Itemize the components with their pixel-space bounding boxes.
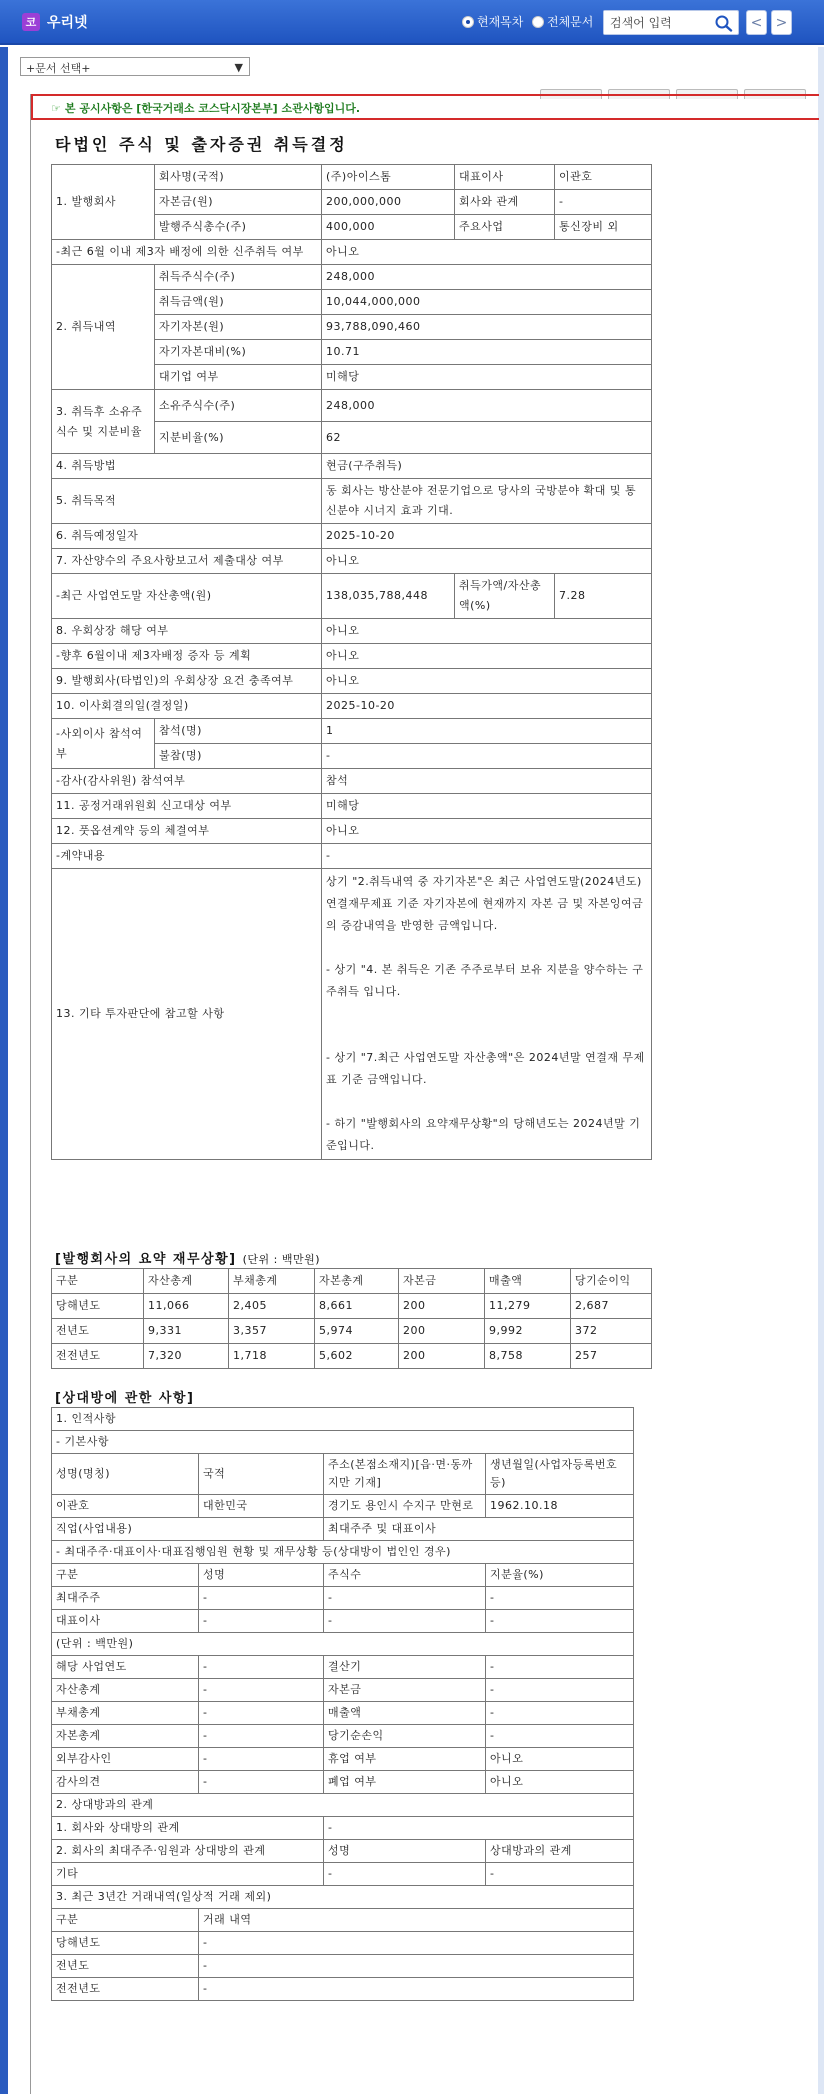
table-row (52, 794, 652, 819)
cell-value: 이관호 (555, 165, 652, 190)
table-cell: 200 (399, 1319, 485, 1344)
table-cell: 2,687 (571, 1294, 652, 1319)
table-row (52, 1702, 634, 1725)
cell-value: 최대주주 및 대표이사 (324, 1518, 634, 1541)
table-cell: 200 (399, 1344, 485, 1369)
column-header: 자본금 (399, 1269, 485, 1294)
row-label: 대표이사 (52, 1610, 199, 1633)
notice-banner (31, 94, 819, 120)
column-header: 거래 내역 (199, 1909, 634, 1932)
table-cell: 이관호 (52, 1495, 199, 1518)
cell-value: 아니오 (322, 669, 652, 694)
row-label: 전년도 (52, 1319, 144, 1344)
cell-value: - (555, 190, 652, 215)
column-header: 자본총계 (315, 1269, 399, 1294)
other-note: 상기 "2.취득내역 중 자기자본"은 최근 사업연도말(2024년도)연결재무제표 기준 자기자본에 현재까지 자본 금 및 자본잉여금의 증감내역을 반영한 금액입니다. (326, 875, 644, 932)
table-cell: - (324, 1587, 486, 1610)
subsection-title: 3. 최근 3년간 거래내역(일상적 거래 제외) (52, 1886, 634, 1909)
table-cell: 257 (571, 1344, 652, 1369)
table-cell: 7,320 (144, 1344, 229, 1369)
table-cell: 5,602 (315, 1344, 399, 1369)
scope-all-label: 전체문서 (547, 15, 594, 29)
page-title: 타법인 주식 및 출자증권 취득결정 (55, 135, 348, 154)
cell-label: -향후 6월이내 제3자배정 증자 등 계획 (52, 644, 322, 669)
cell-label: 참석(명) (155, 719, 322, 744)
table-cell: - (199, 1932, 634, 1955)
table-header-row (52, 1909, 634, 1932)
table-row (52, 1344, 652, 1369)
cell-value: - (486, 1725, 634, 1748)
scope-current-radio[interactable] (462, 13, 523, 30)
cell-value: 2025-10-20 (322, 694, 652, 719)
table-cell: 1,718 (229, 1344, 315, 1369)
issuer-label: 1. 발행회사 (52, 165, 155, 240)
table-row (52, 574, 652, 619)
table-row (52, 619, 652, 644)
post-acquisition-label: 3. 취득후 소유주식수 및 지분비율 (52, 390, 155, 454)
column-header: 국적 (199, 1454, 324, 1495)
right-frame (818, 47, 824, 2094)
table-cell: - (199, 1955, 634, 1978)
table-row (52, 694, 652, 719)
cell-value: 138,035,788,448 (322, 574, 455, 619)
cell-value: - (486, 1702, 634, 1725)
column-header: 성명 (324, 1840, 486, 1863)
cell-value: 통신장비 외 (555, 215, 652, 240)
cell-value: 아니오 (322, 549, 652, 574)
table-cell: 대한민국 (199, 1495, 324, 1518)
cell-label: 4. 취득방법 (52, 454, 322, 479)
table-cell: 9,992 (485, 1319, 571, 1344)
table-row (52, 1794, 634, 1817)
table-row (52, 669, 652, 694)
column-header: 자산총계 (144, 1269, 229, 1294)
cell-value: - (199, 1679, 324, 1702)
column-header: 지분율(%) (486, 1564, 634, 1587)
table-row (52, 819, 652, 844)
row-label: 전전년도 (52, 1978, 199, 2001)
cell-value: 미해당 (322, 365, 652, 390)
cell-label: 발행주식총수(주) (155, 215, 322, 240)
table-row (52, 1587, 634, 1610)
cell-label: 자산총계 (52, 1679, 199, 1702)
cell-value: 아니오 (486, 1748, 634, 1771)
scope-all-radio[interactable] (532, 13, 593, 30)
cell-label: 13. 기타 투자판단에 참고할 사항 (52, 869, 322, 1160)
cell-label: 매출액 (324, 1702, 486, 1725)
subsection-title: - 최대주주·대표이사·대표집행임원 현황 및 재무상황 등(상대방이 법인인 경우) (52, 1541, 634, 1564)
table-row (52, 1978, 634, 2001)
unit-label: (단위 : 백만원) (52, 1633, 634, 1656)
counterparty-heading: [상대방에 관한 사항] (55, 1391, 195, 1406)
table-row (52, 1771, 634, 1794)
table-cell: 5,974 (315, 1319, 399, 1344)
table-header-row (52, 1454, 634, 1495)
table-cell: 1962.10.18 (486, 1495, 634, 1518)
prev-button[interactable]: < (746, 10, 767, 35)
financial-summary-heading (55, 1248, 320, 1267)
cell-label: 자기자본대비(%) (155, 340, 322, 365)
table-cell: 8,661 (315, 1294, 399, 1319)
cell-label: 결산기 (324, 1656, 486, 1679)
table-cell: - (199, 1610, 324, 1633)
table-row (52, 1408, 634, 1431)
cell-label: 자기자본(원) (155, 315, 322, 340)
table-row (52, 1495, 634, 1518)
cell-label: 9. 발행회사(타법인)의 우회상장 요건 충족여부 (52, 669, 322, 694)
cell-value: 10,044,000,000 (322, 290, 652, 315)
cell-label: 회사명(국적) (155, 165, 322, 190)
cell-label: -감사(감사위원) 참석여부 (52, 769, 322, 794)
cell-value: 아니오 (322, 619, 652, 644)
cell-value: - (322, 744, 652, 769)
cell-label: 폐업 여부 (324, 1771, 486, 1794)
column-header: 구분 (52, 1564, 199, 1587)
column-header: 상대방과의 관계 (486, 1840, 634, 1863)
cell-value: - (486, 1863, 634, 1886)
cell-label: -계약내용 (52, 844, 322, 869)
cell-value: 아니오 (322, 819, 652, 844)
table-row (52, 240, 652, 265)
table-row (52, 769, 652, 794)
cell-label: 직업(사업내용) (52, 1518, 324, 1541)
cell-value: - (486, 1679, 634, 1702)
brand-logo-icon: 코 (22, 13, 40, 31)
cell-value: 아니오 (322, 644, 652, 669)
table-row (52, 1817, 634, 1840)
table-cell: 9,331 (144, 1319, 229, 1344)
cell-label: 2. 회사의 최대주주·임원과 상대방의 관계 (52, 1840, 324, 1863)
other-notes-cell (322, 869, 652, 1160)
cell-label: 지분비율(%) (155, 422, 322, 454)
subsection-title: - 기본사항 (52, 1431, 634, 1454)
column-header: 매출액 (485, 1269, 571, 1294)
cell-value: 동 회사는 방산분야 전문기업으로 당사의 국방분야 확대 및 통신분야 시너지 효과 기대. (322, 479, 652, 524)
table-row (52, 1610, 634, 1633)
cell-label: 10. 이사회결의일(결정일) (52, 694, 322, 719)
table-row (52, 1656, 634, 1679)
table-row (52, 1886, 634, 1909)
column-header: 구분 (52, 1269, 144, 1294)
next-button[interactable]: > (771, 10, 792, 35)
cell-value: - (486, 1656, 634, 1679)
table-row (52, 165, 652, 190)
cell-value: 7.28 (555, 574, 652, 619)
table-cell: 11,279 (485, 1294, 571, 1319)
column-header: 주소(본점소재지)[읍·면·동까지만 기재] (324, 1454, 486, 1495)
cell-label: 기타 (52, 1863, 324, 1886)
search-box (603, 10, 739, 35)
cell-value: 248,000 (322, 390, 652, 422)
table-header-row (52, 1269, 652, 1294)
column-header: 구분 (52, 1909, 199, 1932)
cell-label: 자본총계 (52, 1725, 199, 1748)
row-label: 전년도 (52, 1955, 199, 1978)
row-label: 최대주주 (52, 1587, 199, 1610)
row-label: 당해년도 (52, 1294, 144, 1319)
document-select[interactable] (20, 57, 250, 76)
radio-selected-icon (462, 16, 474, 28)
cell-value: - (324, 1863, 486, 1886)
cell-value: 미해당 (322, 794, 652, 819)
top-bar (0, 0, 824, 45)
chevron-down-icon: ▼ (234, 61, 243, 74)
brand (22, 11, 88, 33)
table-cell: 경기도 용인시 수지구 만현로 (324, 1495, 486, 1518)
cell-label: 불참(명) (155, 744, 322, 769)
cell-label: 1. 회사와 상대방의 관계 (52, 1817, 324, 1840)
cell-label: 소유주식수(주) (155, 390, 322, 422)
left-frame (0, 47, 8, 2094)
cell-value: (주)아이스톰 (322, 165, 455, 190)
cell-value: - (322, 844, 652, 869)
subsection-title: 1. 인적사항 (52, 1408, 634, 1431)
cell-value: 1 (322, 719, 652, 744)
cell-value: 248,000 (322, 265, 652, 290)
cell-label: -최근 6월 이내 제3자 배정에 의한 신주취득 여부 (52, 240, 322, 265)
unit-label: (단위 : 백만원) (242, 1253, 320, 1266)
column-header: 성명 (199, 1564, 324, 1587)
column-header: 생년월일(사업자등록번호 등) (486, 1454, 634, 1495)
cell-label: 취득가액/자산총액(%) (455, 574, 555, 619)
cell-value: - (199, 1656, 324, 1679)
table-row (52, 390, 652, 422)
notice-text: 본 공시사항은 [한국거래소 코스닥시장본부] 소관사항입니다. (64, 102, 361, 115)
table-row (52, 1633, 634, 1656)
table-row (52, 524, 652, 549)
cell-label: 대기업 여부 (155, 365, 322, 390)
cell-value: 현금(구주취득) (322, 454, 652, 479)
cell-label: 회사와 관계 (455, 190, 555, 215)
cell-label: 취득주식수(주) (155, 265, 322, 290)
counterparty-table (51, 1407, 634, 2001)
search-icon[interactable] (714, 14, 734, 32)
search-input[interactable] (604, 11, 708, 34)
table-cell: 8,758 (485, 1344, 571, 1369)
cell-label: 5. 취득목적 (52, 479, 322, 524)
cell-label: 6. 취득예정일자 (52, 524, 322, 549)
cell-value: - (199, 1771, 324, 1794)
cell-label: 12. 풋옵션계약 등의 체결여부 (52, 819, 322, 844)
column-header: 주식수 (324, 1564, 486, 1587)
scope-current-label: 현재목차 (477, 15, 524, 29)
table-row (52, 644, 652, 669)
cell-label: -최근 사업연도말 자산총액(원) (52, 574, 322, 619)
table-row (52, 844, 652, 869)
other-note: - 상기 "7.최근 사업연도말 자산총액"은 2024년말 연결재 무제표 기준 금액입니다. (326, 1051, 645, 1086)
financial-summary-table (51, 1268, 652, 1369)
cell-value: 참석 (322, 769, 652, 794)
notice-hand-icon: ☞ (51, 102, 61, 115)
table-row (52, 1518, 634, 1541)
table-cell: 2,405 (229, 1294, 315, 1319)
cell-value: 93,788,090,460 (322, 315, 652, 340)
table-cell: - (486, 1610, 634, 1633)
cell-label: 자본금 (324, 1679, 486, 1702)
table-row (52, 1863, 634, 1886)
cell-value: 400,000 (322, 215, 455, 240)
main-table (51, 164, 652, 1160)
table-header-row (52, 1564, 634, 1587)
cell-value: - (324, 1817, 634, 1840)
cell-value: 아니오 (486, 1771, 634, 1794)
cell-value: - (199, 1725, 324, 1748)
table-row (52, 1748, 634, 1771)
app-title: 우리넷 (47, 15, 88, 31)
table-cell: 372 (571, 1319, 652, 1344)
subsection-title: 2. 상대방과의 관계 (52, 1794, 634, 1817)
table-row (52, 479, 652, 524)
table-row (52, 1541, 634, 1564)
table-row (52, 1294, 652, 1319)
column-header: 당기순이익 (571, 1269, 652, 1294)
document-body (30, 94, 818, 2094)
other-note: - 상기 "4. 본 취득은 기존 주주로부터 보유 지분을 양수하는 구주취득 입니다. (326, 963, 644, 998)
column-header: 성명(명칭) (52, 1454, 199, 1495)
table-row (52, 869, 652, 1160)
acquisition-label: 2. 취득내역 (52, 265, 155, 390)
table-cell: 11,066 (144, 1294, 229, 1319)
cell-value: 200,000,000 (322, 190, 455, 215)
table-row (52, 265, 652, 290)
section-title: [발행회사의 요약 재무상황] (55, 1252, 237, 1267)
cell-value: 아니오 (322, 240, 652, 265)
table-row (52, 1679, 634, 1702)
cell-label: 대표이사 (455, 165, 555, 190)
cell-label: 자본금(원) (155, 190, 322, 215)
cell-label: 취득금액(원) (155, 290, 322, 315)
row-label: 당해년도 (52, 1932, 199, 1955)
table-cell: 3,357 (229, 1319, 315, 1344)
cell-label: 당기순손익 (324, 1725, 486, 1748)
other-note: - 하기 "발행회사의 요약재무상황"의 당해년도는 2024년말 기준입니다. (326, 1117, 641, 1152)
cell-label: 외부감사인 (52, 1748, 199, 1771)
table-cell: - (199, 1587, 324, 1610)
table-row (52, 1319, 652, 1344)
row-label: 전전년도 (52, 1344, 144, 1369)
cell-label: 7. 자산양수의 주요사항보고서 제출대상 여부 (52, 549, 322, 574)
radio-unselected-icon (532, 16, 544, 28)
cell-value: 10.71 (322, 340, 652, 365)
cell-label: 11. 공정거래위원회 신고대상 여부 (52, 794, 322, 819)
cell-label: 해당 사업연도 (52, 1656, 199, 1679)
table-row (52, 719, 652, 744)
table-row (52, 1840, 634, 1863)
table-row (52, 1932, 634, 1955)
cell-label: 부채총계 (52, 1702, 199, 1725)
table-row (52, 454, 652, 479)
table-row (52, 1955, 634, 1978)
cell-value: 2025-10-20 (322, 524, 652, 549)
table-cell: - (199, 1978, 634, 2001)
column-header: 부채총계 (229, 1269, 315, 1294)
cell-label: 감사의견 (52, 1771, 199, 1794)
cell-label: 주요사업 (455, 215, 555, 240)
cell-label: 8. 우회상장 해당 여부 (52, 619, 322, 644)
outside-director-label: -사외이사 참석여부 (52, 719, 155, 769)
cell-value: - (199, 1702, 324, 1725)
cell-value: - (199, 1748, 324, 1771)
table-row (52, 1431, 634, 1454)
table-cell: 200 (399, 1294, 485, 1319)
cell-value: 62 (322, 422, 652, 454)
table-cell: - (486, 1587, 634, 1610)
cell-label: 휴업 여부 (324, 1748, 486, 1771)
table-cell: - (324, 1610, 486, 1633)
table-row (52, 1725, 634, 1748)
document-select-label: +문서 선택+ (26, 62, 91, 75)
table-row (52, 549, 652, 574)
